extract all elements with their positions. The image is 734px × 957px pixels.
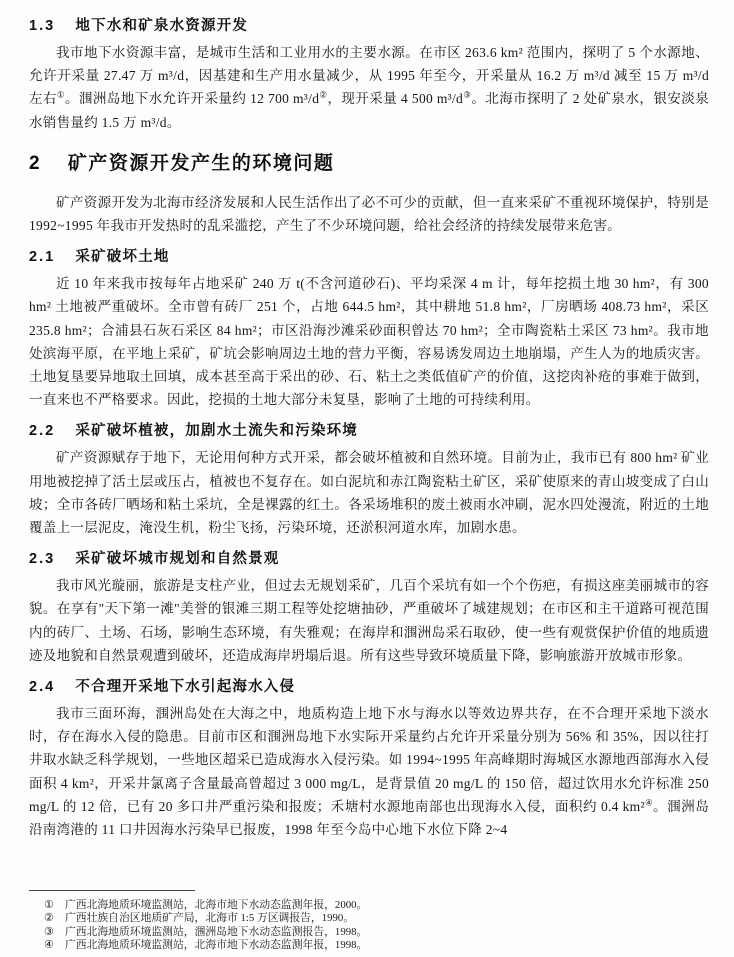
section-heading xyxy=(29,419,709,440)
section-title: 采矿破坏城市规划和自然景观 xyxy=(75,551,280,568)
footnote-separator-rule xyxy=(29,890,195,891)
section-paragraph: 矿产资源开发为北海市经济发展和人民生活作出了必不可少的贡献，但一直来采矿不重视环境保护，特别是 1992~1995 年我市开发热时的乱采滥挖，产生了不少环境问题，给社会经济的持续发展带来危害。 xyxy=(29,194,709,234)
footnote-item xyxy=(44,939,709,952)
section-2-3-landscape-damage xyxy=(29,547,709,667)
section-paragraph: 我市风光璇丽，旅游是支柱产业，但过去无规划采矿，几百个采坑有如一个个伤疤，有损这座美丽城市的容貌。在享有"天下第一滩"美誉的银滩三期工程等处挖塘抽砂，严重破坏了城建规划；在市区和主干道路可视范围内的砖厂、土场、石场，影响生态环境，有失雅观；在海岸和涠洲岛采石取砂，使一些有观赏保护价值的地质遗迹及地貌和自然景观遭到破坏，还造成海岸坍塌后退。所有这些导致环境质量下降，影响旅游开放城市形象。 xyxy=(29,578,709,663)
section-2-1-land-damage xyxy=(29,245,709,411)
footnote-marker: ③ xyxy=(44,925,54,938)
section-1-3-groundwater xyxy=(29,14,709,134)
section-number: 2.2 xyxy=(29,423,56,440)
section-2-4-seawater-intrusion xyxy=(29,675,709,841)
section-2-2-vegetation-damage xyxy=(29,419,709,539)
section-title: 采矿破坏植被，加剧水土流失和污染环境 xyxy=(75,423,359,440)
chapter-heading xyxy=(29,148,709,175)
section-title: 采矿破坏土地 xyxy=(75,249,170,266)
chapter-number: 2 xyxy=(29,152,42,174)
section-number: 2.3 xyxy=(29,551,56,568)
footnotes-block xyxy=(29,886,709,952)
footnote-item xyxy=(44,899,709,912)
chapter-title: 矿产资源开发产生的环境问题 xyxy=(67,152,335,174)
footnote-item xyxy=(44,926,709,939)
section-number: 2.1 xyxy=(29,249,56,266)
section-title: 地下水和矿泉水资源开发 xyxy=(75,18,249,34)
section-number: 1.3 xyxy=(29,18,56,34)
footnote-text: 广西北海地质环境监测站，北海市地下水动态监测年报，2000。 xyxy=(65,899,368,912)
section-heading xyxy=(29,14,709,35)
footnote-text: 广西北海地质环境监测站，涠洲岛地下水动态监测报告，1998。 xyxy=(65,925,368,938)
section-heading xyxy=(29,245,709,266)
section-2-environment-problems xyxy=(29,148,709,237)
section-paragraph: 我市地下水资源丰富，是城市生活和工业用水的主要水源。在市区 263.6 km² 范围内，探明了 5 个水源地、允许开采量 27.47 万 m³/d，因基建和生产用水量减少，从 1995 年至今，开采量从 16.2 万 m³/d 减至 15 万 m³/d 左右①。涠洲岛地下水允许开采量约 12 700 m³/d②，现开采量 4 500 m³/d③。北海市探明了 2 处矿泉水，银安淡泉水销售量约 1.5 万 m³/d。 xyxy=(29,45,710,130)
footnote-marker: ② xyxy=(44,912,54,925)
section-paragraph: 近 10 年来我市按每年占地采矿 240 万 t(不含河道砂石)、平均采深 4 m 计，每年挖损土地 30 hm²，有 300 hm² 土地被严重破坏。全市曾有砖厂 251 个，占地 644.5 hm²，其中耕地 51.8 hm²，厂房晒场 408.73 hm²，采区 235.8 hm²；合浦县石灰石采区 84 hm²；市区沿海沙滩采砂面积曾达 70 hm²；全市陶瓷粘土采区 73 hm²。我市地处滨海平原，在平地上采矿，矿坑会影响周边土地的营力平衡，容易诱发周边土地崩塌，产生人为的地质灾害。土地复垦要异地取土回填，成本甚至高于采出的砂、石、粘土之类低值矿产的价值，这挖肉补疮的事难于做到，一直来也不严格要求。因此，挖损的土地大部分未复垦，影响了土地的可持续利用。 xyxy=(29,276,709,408)
footnote-marker: ① xyxy=(44,899,54,912)
section-paragraph: 我市三面环海，涠洲岛处在大海之中，地质构造上地下水与海水以等效边界共存，在不合理开采地下淡水时，存在海水入侵的隐患。目前市区和涠洲岛地下水实际开采量约占允许开采量分别为 56% 和 35%，因以往打井取水缺乏科学规划，一些地区超采已造成海水入侵污染。如 1994~1995 年高峰期时海城区水源地西部海水入侵面积 4 km²，开采井氯离子含量最高曾超过 3 000 mg/L，是背景值 20 mg/L 的 150 倍，超过饮用水允许标准 250 mg/L 的 12 倍，已有 20 多口井严重污染和报废；禾塘村水源地南部也出现海水入侵，面积约 0.4 km²④。涠洲岛沿南湾港的 11 口井因海水污染早已报废，1998 年至今岛中心地下水位下降 2~4 xyxy=(29,706,710,838)
footnote-item xyxy=(44,912,709,925)
footnote-text: 广西壮族自治区地质矿产局，北海市 1:5 万区调报告，1990。 xyxy=(65,912,355,925)
section-heading xyxy=(29,675,709,696)
footnote-text: 广西北海地质环境监测站，北海市地下水动态监测年报，1998。 xyxy=(65,938,368,951)
section-paragraph: 矿产资源赋存于地下，无论用何种方式开采，都会破坏植被和自然环境。目前为止，我市已有 800 hm² 矿业用地被挖掉了活土层或压占，植被也不复存在。如白泥坑和赤江陶瓷粘土矿区，采矿使原来的青山坡变成了白山坡；全市各砖厂晒场和粘土采坑，全是裸露的红土。各采场堆积的废土被雨水冲刷，泥水四处漫流，附近的土地覆盖上一层泥皮，淹没生机，粉尘飞扬，污染环境，还淤积河道水库，加剧水患。 xyxy=(29,450,709,536)
section-title: 不合理开采地下水引起海水入侵 xyxy=(75,679,296,696)
footnote-marker: ④ xyxy=(44,938,54,951)
section-heading xyxy=(29,547,709,568)
section-number: 2.4 xyxy=(29,679,56,696)
